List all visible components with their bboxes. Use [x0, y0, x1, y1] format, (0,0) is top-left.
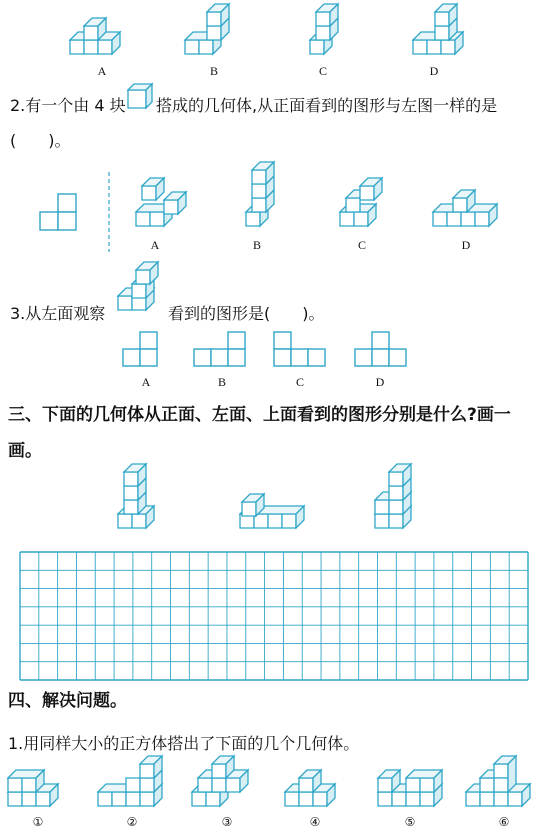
- section3-solid-1: [118, 470, 168, 540]
- q3-text-before: 3.从左面观察: [10, 304, 106, 323]
- section3-solid-2: [240, 492, 310, 540]
- q3-option-b: [194, 332, 254, 372]
- section4-heading: 四、解决问题。: [8, 691, 127, 711]
- q4-figure-4: [285, 764, 355, 812]
- q2-divider: [108, 172, 110, 252]
- q4-label-4: ④: [309, 815, 321, 829]
- top-figure-c: [310, 6, 360, 62]
- q2-figure-c: [340, 178, 400, 234]
- top-figure-d: [413, 6, 483, 62]
- q2-paren: ( )。: [10, 131, 71, 150]
- q3-label-c: C: [295, 375, 304, 389]
- q3-option-c: [274, 332, 334, 372]
- cube-icon: [128, 84, 154, 110]
- q3-label-d: D: [375, 375, 385, 389]
- q4-label-1: ①: [32, 815, 44, 829]
- top-label-c: C: [318, 64, 327, 78]
- top-figure-a: [70, 12, 140, 62]
- top-figure-b: [185, 6, 255, 62]
- q2-front-view: [40, 194, 80, 234]
- q3-label-a: A: [141, 375, 151, 389]
- q4-figure-6: [466, 760, 536, 812]
- q2-figure-b: [246, 160, 286, 234]
- q4-figure-5: [378, 764, 448, 812]
- q4-label-2: ②: [126, 815, 138, 829]
- top-label-d: D: [429, 64, 439, 78]
- q4-label-3: ③: [221, 815, 233, 829]
- top-label-b: B: [209, 64, 218, 78]
- q2-figure-d: [433, 182, 503, 234]
- q4-1-text: 1.用同样大小的正方体搭出了下面的几个几何体。: [8, 734, 360, 753]
- q3-option-d: [355, 332, 415, 372]
- q4-figure-2: [98, 760, 168, 812]
- q2-label-a: A: [150, 238, 160, 252]
- top-label-a: A: [97, 64, 107, 78]
- q2-label-c: C: [357, 238, 366, 252]
- q2-label-d: D: [461, 238, 471, 252]
- section3-solid-3: [375, 470, 425, 540]
- q4-figure-3: [192, 760, 252, 812]
- q4-figure-1: [8, 764, 78, 812]
- section3-heading-line2: 画。: [8, 441, 42, 461]
- q3-option-a: [123, 332, 163, 372]
- q3-text-after: 看到的图形是( )。: [168, 304, 325, 323]
- q3-label-b: B: [217, 375, 226, 389]
- q2-figure-a: [136, 178, 196, 234]
- q4-label-5: ⑤: [404, 815, 416, 829]
- q2-text-after: 搭成的几何体,从正面看到的图形与左图一样的是: [156, 96, 498, 115]
- section3-heading-line1: 三、下面的几何体从正面、左面、上面看到的图形分别是什么?画一: [8, 405, 511, 425]
- q2-text-before: 2.有一个由 4 块: [10, 96, 126, 115]
- drawing-grid[interactable]: [18, 550, 530, 682]
- q4-label-6: ⑥: [498, 815, 510, 829]
- q2-label-b: B: [252, 238, 261, 252]
- q3-solid: [118, 262, 168, 322]
